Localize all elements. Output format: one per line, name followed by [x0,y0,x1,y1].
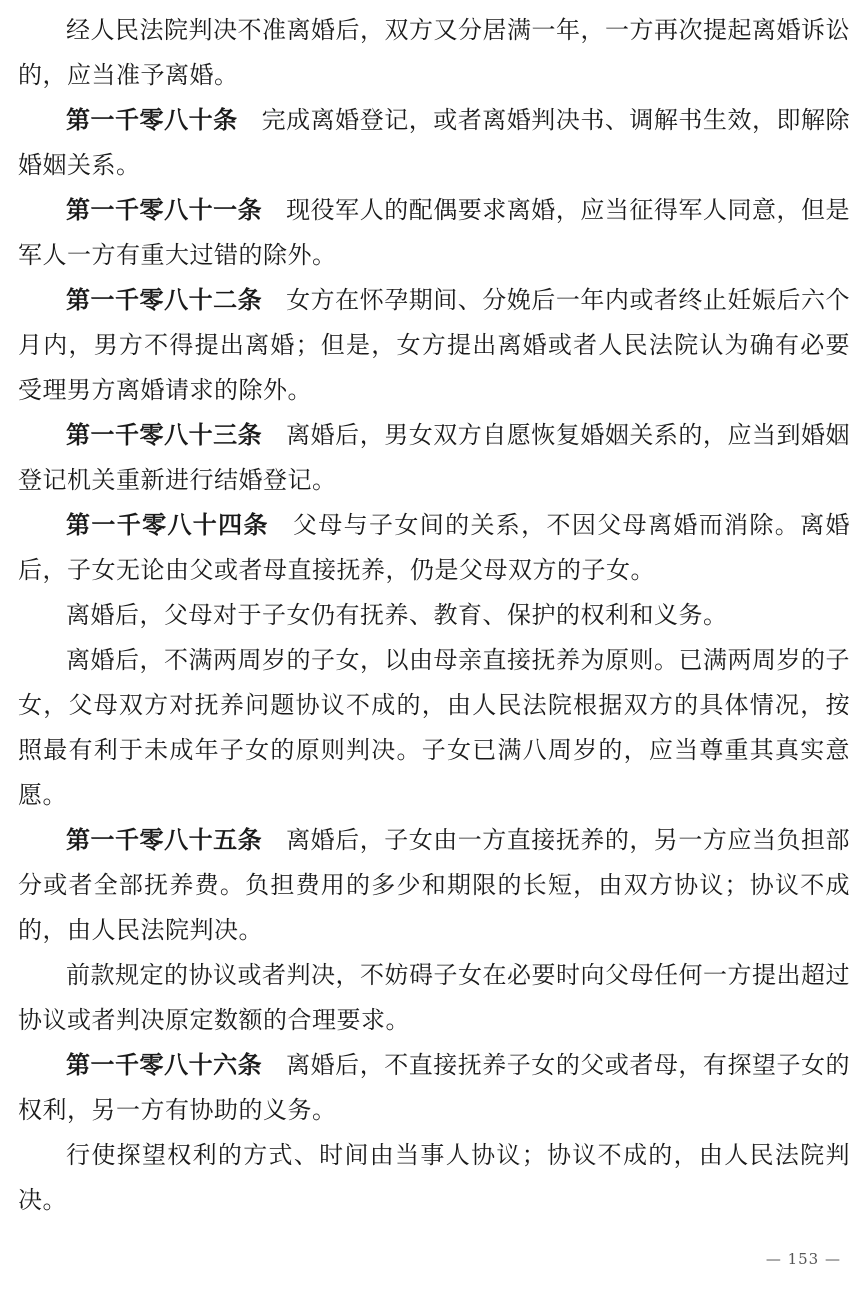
article-number: 第一千零八十三条 [66,421,263,449]
paragraph-text: 现役军人的配偶要求离婚，应当征得军人同意，但是军人一方有重大过错的除外。 [18,196,851,269]
page-number: — 153 — [765,1250,841,1268]
paragraph-text: 离婚后，不直接抚养子女的父或者母，有探望子女的权利，另一方有协助的义务。 [18,1051,851,1124]
paragraph [18,98,850,188]
paragraph-text: 离婚后，子女由一方直接抚养的，另一方应当负担部分或者全部抚养费。负担费用的多少和期限的长短，由双方协议；协议不成的，由人民法院判决。 [18,826,851,944]
article-number: 第一千零八十二条 [66,286,263,314]
paragraph-text: 离婚后，男女双方自愿恢复婚姻关系的，应当到婚姻登记机关重新进行结婚登记。 [18,421,851,494]
paragraph-text: 经人民法院判决不准离婚后，双方又分居满一年，一方再次提起离婚诉讼的，应当准予离婚。 [18,16,850,89]
paragraph [18,278,850,413]
paragraph-text: 前款规定的协议或者判决，不妨碍子女在必要时向父母任何一方提出超过协议或者判决原定数额的合理要求。 [18,961,850,1034]
paragraph-text: 父母与子女间的关系，不因父母离婚而消除。离婚后，子女无论由父或者母直接抚养，仍是父母双方的子女。 [18,511,851,584]
article-number: 第一千零八十条 [66,106,238,134]
paragraph-text: 离婚后，父母对于子女仍有抚养、教育、保护的权利和义务。 [66,601,728,629]
paragraph [18,413,850,503]
paragraph [18,1133,850,1223]
article-number: 第一千零八十五条 [66,826,263,854]
paragraph [18,188,850,278]
paragraph [18,503,850,593]
paragraph [18,953,850,1043]
article-number: 第一千零八十一条 [66,196,263,224]
paragraph-text: 完成离婚登记，或者离婚判决书、调解书生效，即解除婚姻关系。 [18,106,851,179]
page-body [18,8,850,1223]
paragraph-text: 行使探望权利的方式、时间由当事人协议；协议不成的，由人民法院判决。 [18,1141,850,1214]
paragraph-text: 女方在怀孕期间、分娩后一年内或者终止妊娠后六个月内，男方不得提出离婚；但是，女方提出离婚或者人民法院认为确有必要受理男方离婚请求的除外。 [18,286,851,404]
paragraph [18,1043,850,1133]
paragraph [18,8,850,98]
article-number: 第一千零八十六条 [66,1051,263,1079]
paragraph-text: 离婚后，不满两周岁的子女，以由母亲直接抚养为原则。已满两周岁的子女，父母双方对抚养问题协议不成的，由人民法院根据双方的具体情况，按照最有利于未成年子女的原则判决。子女已满八周岁的，应当尊重其真实意愿。 [18,646,850,809]
paragraph [18,818,850,953]
paragraph [18,593,850,638]
article-number: 第一千零八十四条 [66,511,269,539]
paragraph [18,638,850,818]
